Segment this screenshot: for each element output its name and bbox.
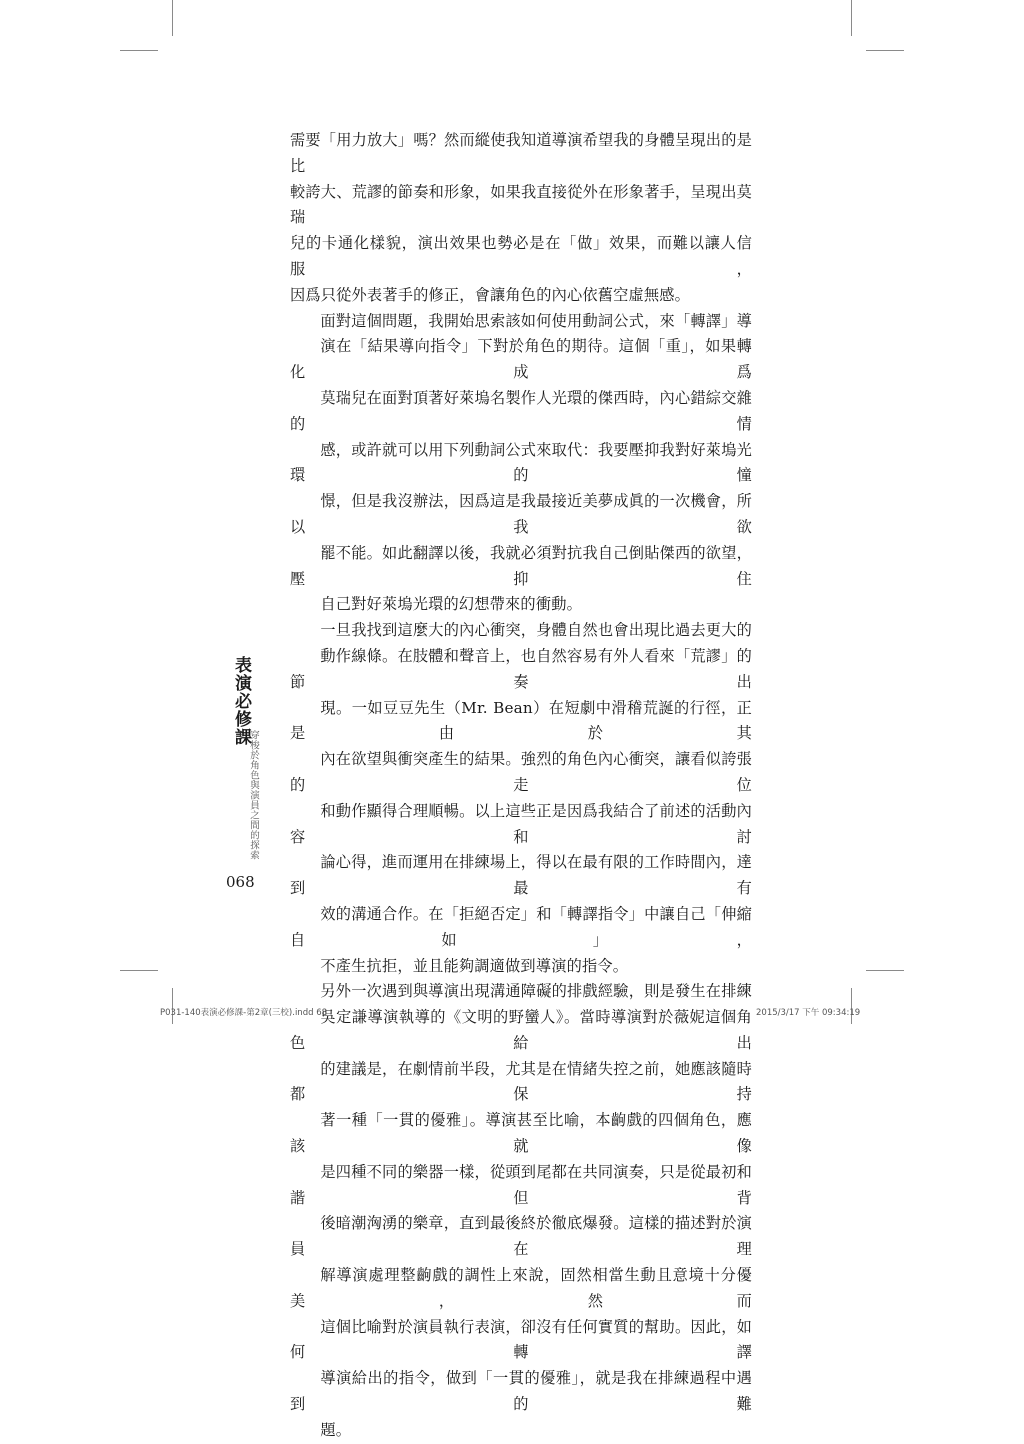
page-number: 068 — [226, 873, 255, 891]
text-line: 導演給出的指令，做到「一貫的優雅」，就是我在排練過程中遇到的難 — [290, 1369, 752, 1414]
body-text — [290, 128, 752, 1444]
text-line: 不產生抗拒，並且能夠調適做到導演的指令。 — [320, 956, 629, 975]
crop-mark — [120, 50, 158, 51]
paragraph — [290, 979, 752, 1443]
print-slug-filename: P031-140表演必修課-第2章(三校).indd 68 — [160, 1008, 328, 1018]
text-line: 莫瑞兒在面對頂著好萊塢名製作人光環的傑西時，內心錯綜交雜的情 — [290, 388, 752, 433]
text-line: 和動作顯得合理順暢。以上這些正是因爲我結合了前述的活動內容和討 — [290, 801, 752, 846]
text-line: 另外一次遇到與導演出現溝通障礙的排戲經驗，則是發生在排練 — [320, 982, 752, 1001]
crop-mark — [866, 50, 904, 51]
text-line: 解導演處理整齣戲的調性上來說，固然相當生動且意境十分優美，然而 — [290, 1266, 752, 1310]
text-line: 的建議是，在劇情前半段，尤其是在情緒失控之前，她應該隨時都保持 — [290, 1059, 752, 1104]
text-line: 後暗潮洶湧的樂章，直到最後終於徹底爆發。這樣的描述對於演員在理 — [290, 1214, 752, 1259]
text-line: 因爲只從外表著手的修正，會讓角色的內心依舊空虛無感。 — [290, 285, 691, 304]
running-subtitle: 穿梭於角色與演員之間的探索 — [248, 730, 259, 860]
crop-mark — [120, 970, 158, 971]
text-line: 演在「結果導向指令」下對於角色的期待。這個「重」，如果轉化成爲 — [290, 337, 752, 382]
paragraph — [290, 309, 752, 619]
text-line: 題。 — [320, 1420, 352, 1439]
text-line: 兒的卡通化樣貌，演出效果也勢必是在「做」效果，而難以讓人信服， — [290, 234, 752, 278]
text-line: 現。一如豆豆先生（Mr. Bean）在短劇中滑稽荒誕的行徑，正是由於其 — [290, 698, 752, 743]
text-line: 論心得，進而運用在排練場上，得以在最有限的工作時間內，達到最有 — [290, 853, 752, 898]
text-line: 自己對好萊塢光環的幻想帶來的衝動。 — [320, 595, 582, 614]
text-line: 罷不能。如此翻譯以後，我就必須對抗我自己倒貼傑西的欲望，壓抑住 — [290, 543, 752, 588]
crop-mark — [851, 0, 852, 36]
text-line: 效的溝通合作。在「拒絕否定」和「轉譯指令」中讓自己「伸縮自如」， — [290, 904, 752, 949]
paragraph — [290, 618, 752, 979]
text-line: 一旦我找到這麼大的內心衝突，身體自然也會出現比過去更大的 — [320, 621, 752, 640]
text-line: 這個比喻對於演員執行表演，卻沒有任何實質的幫助。因此，如何轉譯 — [290, 1317, 752, 1362]
crop-mark — [172, 0, 173, 36]
text-line: 需要「用力放大」嗎？然而縱使我知道導演希望我的身體呈現出的是比 — [290, 131, 752, 175]
text-line: 憬，但是我沒辦法，因爲這是我最接近美夢成眞的一次機會，所以我欲 — [290, 492, 752, 536]
crop-mark — [866, 970, 904, 971]
text-line: 較誇大、荒謬的節奏和形象，如果我直接從外在形象著手，呈現出莫瑞 — [290, 182, 752, 227]
paragraph — [290, 128, 752, 309]
text-line: 動作線條。在肢體和聲音上，也自然容易有外人看來「荒謬」的節奏出 — [290, 646, 752, 691]
text-line: 感，或許就可以用下列動詞公式來取代：我要壓抑我對好萊塢光環的憧 — [290, 440, 752, 485]
text-line: 面對這個問題，我開始思索該如何使用動詞公式，來「轉譯」導 — [320, 311, 752, 330]
text-line: 著一種「一貫的優雅」。導演甚至比喻，本齣戲的四個角色，應該就像 — [290, 1111, 752, 1156]
running-title: 表演必修課 — [231, 656, 251, 746]
text-line: 內在欲望與衝突產生的結果。強烈的角色內心衝突，讓看似誇張的走位 — [290, 750, 752, 794]
print-slug-timestamp: 2015/3/17 下午 09:34:19 — [756, 1008, 861, 1018]
text-line: 吳定謙導演執導的《文明的野蠻人》。當時導演對於薇妮這個角色給出 — [290, 1008, 752, 1052]
text-line: 是四種不同的樂器一樣，從頭到尾都在共同演奏，只是從最初和諧但背 — [290, 1162, 752, 1207]
